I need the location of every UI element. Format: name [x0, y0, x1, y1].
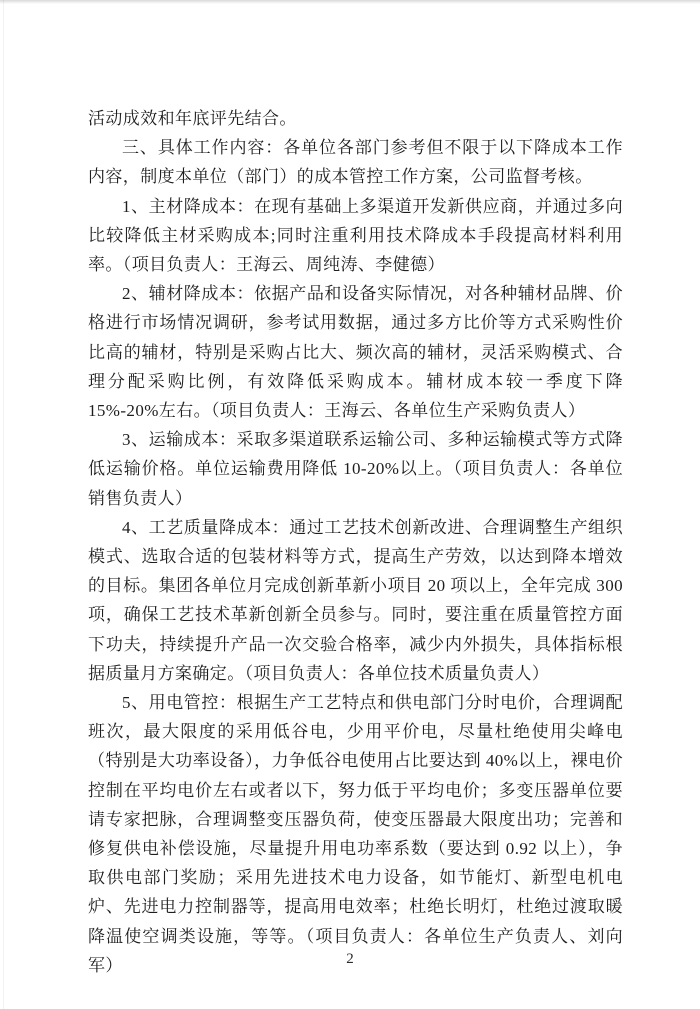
paragraph-item-3-transport-cost: 3、运输成本：采取多渠道联系运输公司、多种运输模式等方式降低运输价格。单位运输费用降低 10-20%以上。（项目负责人：各单位销售负责人） [88, 430, 623, 508]
paragraph-item-4-process-quality: 4、工艺质量降成本：通过工艺技术创新改进、合理调整生产组织模式、选取合适的包装材料等方式，提高生产劳效，以达到降本增效的目标。集团各单位月完成创新革新小项目 20 项以上，全年完成 300 项，确保工艺技术革新创新全员参与。同时，要注重在质量管控方面下功夫，持续提升产品一次交验合格率，减少内外损失，具体指标根据质量月方案确定。（项目负责人：各单位技术质量负责人） [88, 517, 623, 683]
page-number: 2 [346, 951, 354, 967]
paragraph-item-2-auxiliary-material: 2、辅材降成本：依据产品和设备实际情况，对各种辅材品牌、价格进行市场情况调研，参考试用数据，通过多方比价等方式采购性价比高的辅材，特别是采购占比大、频次高的辅材，灵活采购模式、合理分配采购比例，有效降低采购成本。辅材成本较一季度下降 15%-20%左右。（项目负责人：王海云、各单位生产采购负责人） [88, 284, 623, 421]
document-body [88, 104, 623, 980]
paragraph-section-heading-3: 三、具体工作内容：各单位各部门参考但不限于以下降成本工作内容，制度本单位（部门）的成本管控工作方案，公司监督考核。 [88, 138, 623, 187]
paragraph-item-1-main-material: 1、主材降成本：在现有基础上多渠道开发新供应商，并通过多向比较降低主材采购成本;同时注重利用技术降成本手段提高材料利用率。（项目负责人：王海云、周纯涛、李健德） [88, 196, 623, 275]
paragraph-item-5-electricity-control: 5、用电管控：根据生产工艺特点和供电部门分时电价，合理调配班次，最大限度的采用低谷电，少用平价电，尽量杜绝使用尖峰电（特别是大功率设备），力争低谷电使用占比要达到 40%以上，裸电价控制在平均电价左右或者以下，努力低于平均电价；多变压器单位要请专家把脉，合理调整变压器负荷，使变压器最大限度出功；完善和修复供电补偿设施，尽量提升用电功率系数（要达到 0.92 以上），争取供电部门奖励；采用先进技术电力设备，如节能灯、新型电机电炉、先进电力控制器等，提高用电效率；杜绝长明灯，杜绝过渡取暖降温使空调类设施，等等。（项目负责人：各单位生产负责人、刘向军） [88, 693, 623, 975]
page-left-edge-line [3, 0, 4, 1009]
paragraph-continuation: 活动成效和年底评先结合。 [88, 109, 297, 128]
page-top-edge-shadow [0, 0, 700, 4]
